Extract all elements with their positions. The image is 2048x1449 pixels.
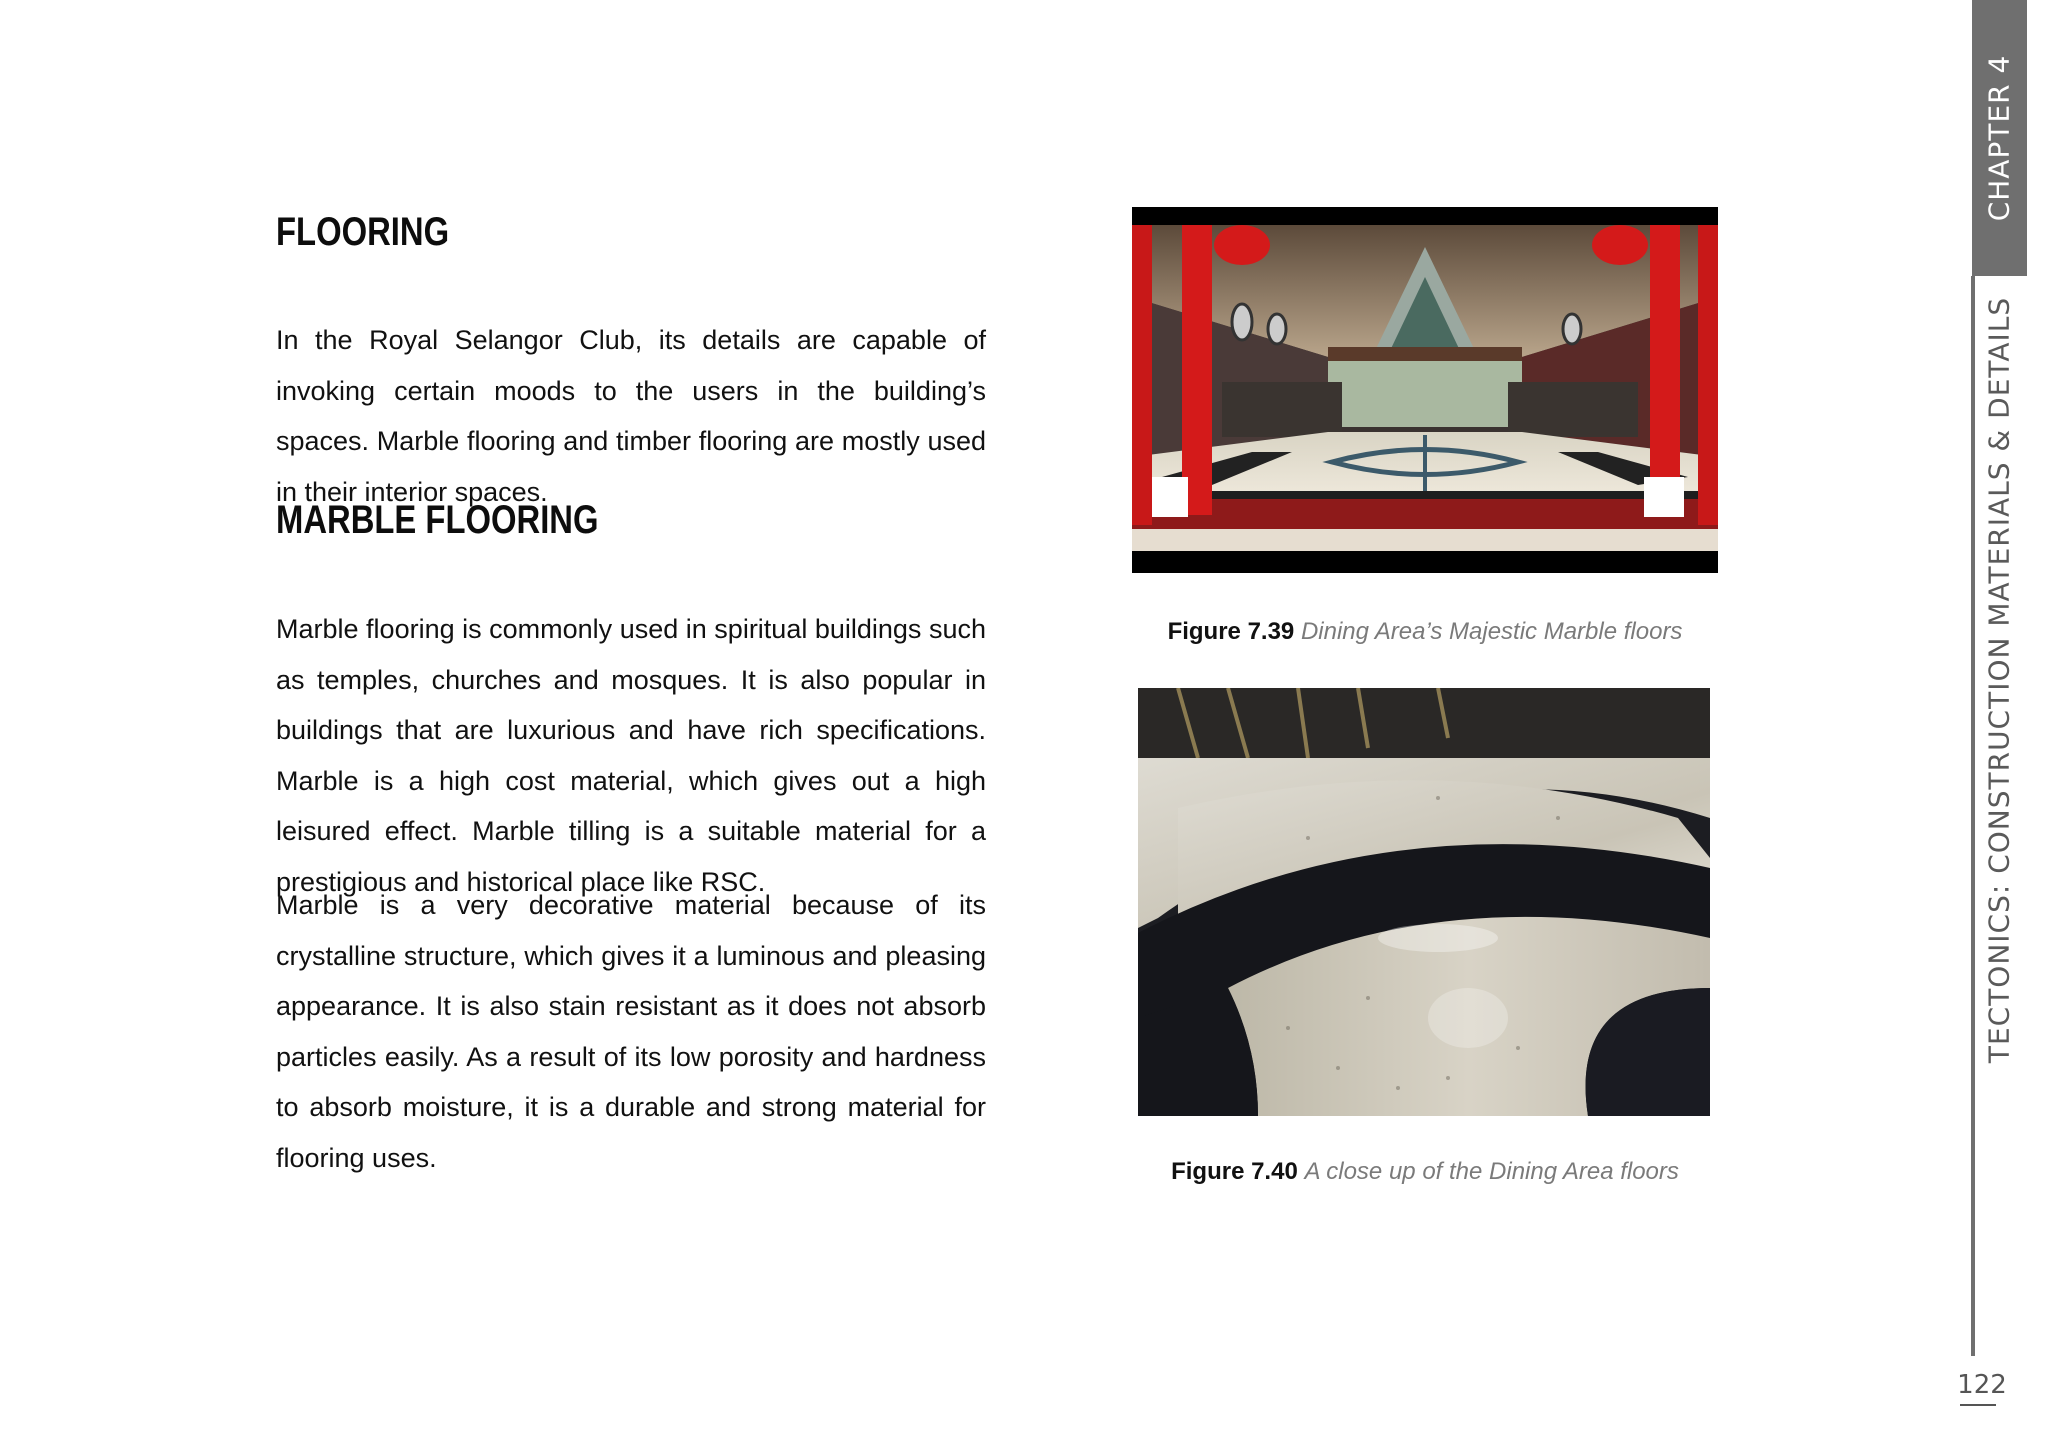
figure-caption-7-40 <box>1132 1158 1718 1186</box>
figure-number: Figure 7.39 <box>1167 618 1295 645</box>
marble-floor-closeup-photo <box>1138 688 1710 1116</box>
paragraph-marble-1: Marble flooring is commonly used in spiritual buildings such as temples, churches and mosques. It is also popular in buildings that are luxurious and have rich specifications. Marble is a high cost material, which gives out a high leisured effect. Marble tilling is a suitable material for a prestigious and historical place like RSC. <box>276 614 986 897</box>
section-heading-marble-flooring: MARBLE FLOORING <box>276 498 599 542</box>
dining-area-illustration <box>1132 207 1718 573</box>
marble-floor-illustration <box>1138 688 1710 1116</box>
red-pillar-right <box>1650 225 1680 515</box>
red-pillar-left <box>1182 225 1212 515</box>
figure-caption-7-39 <box>1132 618 1718 646</box>
figure-caption-text: Dining Area’s Majestic Marble floors <box>1300 618 1683 645</box>
paragraph-marble-2: Marble is a very decorative material because of its crystalline structure, which gives it a luminous and pleasing appearance. It is also stain resistant as it does not absorb particles easily. As a result of its low porosity and hardness to absorb moisture, it is a durable and strong material for flooring uses. <box>276 890 986 1173</box>
chapter-label: CHAPTER 4 <box>1982 54 2016 222</box>
dining-area-photo <box>1132 207 1718 573</box>
section-heading-flooring: FLOORING <box>276 210 450 254</box>
figure-number: Figure 7.40 <box>1171 1158 1298 1185</box>
page-number-underline <box>1960 1404 1996 1406</box>
section-title-vertical: TECTONICS: CONSTRUCTION MATERIALS & DETAILS <box>1982 296 2016 1064</box>
sidebar-rule <box>1971 276 1975 1356</box>
paragraph-intro: In the Royal Selangor Club, its details are capable of invoking certain moods to the users in the building’s spaces. Marble flooring and timber flooring are mostly used in their interior spaces. <box>276 325 986 507</box>
page-number: 122 <box>1957 1370 2007 1400</box>
figure-caption-text: A close up of the Dining Area floors <box>1304 1158 1679 1185</box>
